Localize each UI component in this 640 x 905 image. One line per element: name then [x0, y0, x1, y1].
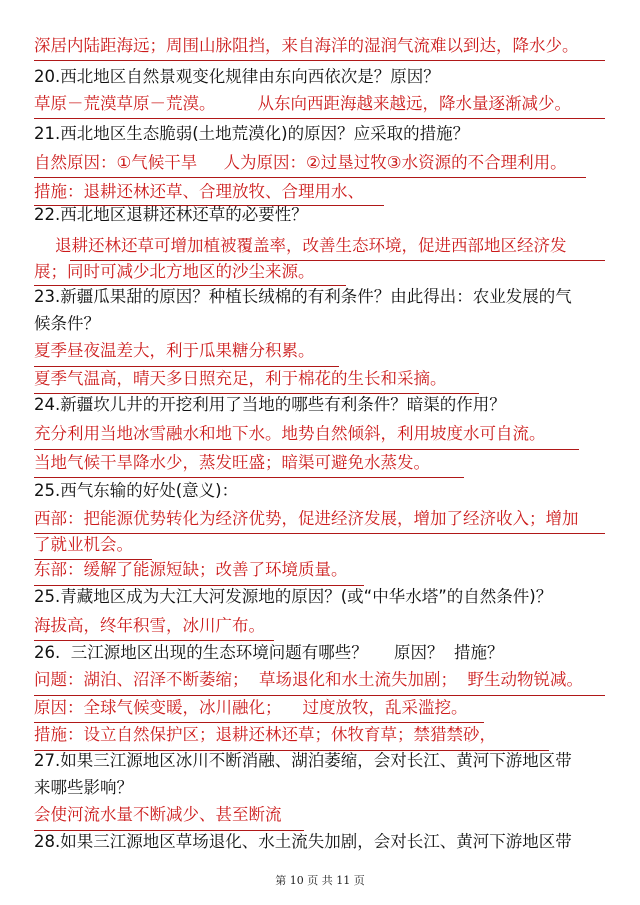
answer-line	[0, 89, 640, 119]
answer-text: 草原－荒漠草原－荒漠。 从东向西距海越来越远，降水量逐渐减少。	[34, 94, 571, 113]
answer-text: 西部：把能源优势转化为经济优势，促进经济发展，增加了经济收入；增加	[34, 509, 579, 528]
answer-text: 展；同时可减少北方地区的沙尘来源。	[34, 262, 315, 281]
question-line	[0, 119, 640, 149]
answer-text: 措施：设立自然保护区；退耕还林还草；休牧育草；禁猎禁砂，	[34, 725, 496, 744]
question-text: 26. 三江源地区出现的生态环境问题有哪些？ 原因？ 措施？	[34, 643, 504, 662]
question-line	[0, 827, 640, 857]
answer-line	[0, 419, 640, 449]
answer-text: 夏季气温高，晴天多日照充足，利于棉花的生长和采摘。	[34, 369, 447, 388]
answer-line	[0, 31, 640, 61]
answer-line	[0, 448, 640, 478]
answer-text: 退耕还林还草可增加植被覆盖率，改善生态环境，促进西部地区经济发	[34, 236, 567, 255]
answer-text: 问题：湖泊、沼泽不断萎缩； 草场退化和水土流失加剧； 野生动物锐减。	[34, 670, 583, 689]
question-text: 候条件？	[34, 314, 100, 333]
answer-text: 当地气候干旱降水少，蒸发旺盛；暗渠可避免水蒸发。	[34, 453, 430, 472]
answer-line	[0, 693, 640, 723]
answer-text: 海拔高，终年积雪，冰川广布。	[34, 616, 265, 635]
answer-text: 充分利用当地冰雪融水和地下水。地势自然倾斜，利用坡度水可自流。	[34, 424, 546, 443]
question-text: 20.西北地区自然景观变化规律由东向西依次是？原因？	[34, 67, 440, 86]
question-text: 23.新疆瓜果甜的原因？种植长绒棉的有利条件？由此得出：农业发展的气	[34, 287, 572, 306]
question-text: 25.青藏地区成为大江大河发源地的原因？(或“中华水塔”的自然条件)？	[34, 587, 553, 606]
question-text: 22.西北地区退耕还林还草的必要性？	[34, 205, 308, 224]
page-footer: 第 10 页 共 11 页	[275, 874, 365, 887]
question-text: 来哪些影响？	[34, 778, 133, 797]
answer-text: 东部：缓解了能源短缺；改善了环境质量。	[34, 560, 348, 579]
question-text: 25.西气东输的好处(意义)：	[34, 481, 239, 500]
answer-text: 原因：全球气候变暖，冰川融化； 过度放牧，乱采滥挖。	[34, 698, 468, 717]
question-line	[0, 476, 640, 506]
answer-text: 自然原因：①气候干旱 人为原因：②过垦过牧③水资源的不合理利用。	[34, 153, 567, 172]
question-line	[0, 638, 640, 668]
question-line	[0, 62, 640, 92]
answer-line	[0, 336, 640, 366]
answer-text: 了就业机会。	[34, 535, 133, 554]
answer-line	[0, 611, 640, 641]
answer-line	[0, 665, 640, 695]
answer-text: 深居内陆距海远；周围山脉阻挡，来自海洋的湿润气流难以到达，降水少。	[34, 36, 579, 55]
answer-text: 措施：退耕还林还草、合理放牧、合理用水、	[34, 182, 364, 201]
question-line	[0, 746, 640, 776]
answer-line	[0, 800, 640, 830]
answer-line	[0, 555, 640, 585]
question-text: 28.如果三江源地区草场退化、水土流失加剧，会对长江、黄河下游地区带	[34, 832, 572, 851]
question-line	[0, 773, 640, 803]
question-line	[0, 390, 640, 420]
question-text: 27.如果三江源地区冰川不断消融、湖泊萎缩，会对长江、黄河下游地区带	[34, 751, 572, 770]
question-line	[0, 582, 640, 612]
answer-text: 会使河流水量不断减少、甚至断流	[34, 805, 282, 824]
question-line	[0, 309, 640, 339]
answer-line	[0, 148, 640, 178]
question-text: 21.西北地区生态脆弱(土地荒漠化)的原因？应采取的措施？	[34, 124, 470, 143]
question-line	[0, 200, 640, 230]
answer-text: 夏季昼夜温差大，利于瓜果糖分积累。	[34, 341, 315, 360]
question-line	[0, 282, 640, 312]
answer-underline	[34, 60, 605, 61]
question-text: 24.新疆坎儿井的开挖利用了当地的哪些有利条件？暗渠的作用？	[34, 395, 506, 414]
